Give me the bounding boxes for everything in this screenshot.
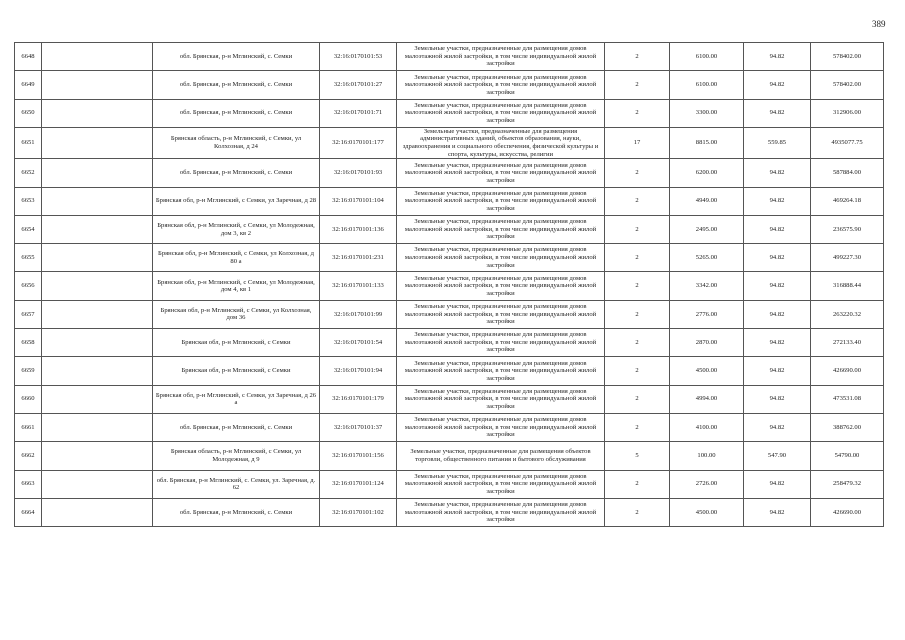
spacer-cell — [42, 442, 153, 470]
address-cell: Брянская обл, р-н Мглинский, с Семки, ул Колхозная, д 80 а — [153, 244, 320, 272]
cadastral-number-cell: 32:16:0170101:27 — [320, 71, 397, 99]
cadastral-number-cell: 32:16:0170101:53 — [320, 43, 397, 71]
land-use-cell: Земельные участки, предназначенные для размещения домов малоэтажной жилой застройки, в том числе индивидуальной жилой застройки — [397, 159, 605, 187]
specific-value-cell: 94.82 — [744, 99, 811, 127]
table-row — [15, 470, 884, 498]
specific-value-cell: 94.82 — [744, 244, 811, 272]
address-cell: Брянская обл, р-н Мглинский, с Семки — [153, 329, 320, 357]
address-cell: Брянская обл, р-н Мглинский, с Семки, ул Молодежная, дом 3, кв 2 — [153, 215, 320, 243]
spacer-cell — [42, 159, 153, 187]
area-cell: 4500.00 — [670, 498, 744, 526]
cadastral-number-cell: 32:16:0170101:177 — [320, 127, 397, 158]
land-use-cell: Земельные участки, предназначенные для размещения домов малоэтажной жилой застройки, в том числе индивидуальной жилой застройки — [397, 99, 605, 127]
address-cell: Брянская обл, р-н Мглинский, с Семки, ул Колхозная, дом 36 — [153, 300, 320, 328]
address-cell: обл. Брянская, р-н Мглинский, с. Семки — [153, 71, 320, 99]
group-number-cell: 2 — [605, 71, 670, 99]
row-number: 6652 — [15, 159, 42, 187]
row-number: 6653 — [15, 187, 42, 215]
row-number: 6661 — [15, 413, 42, 441]
area-cell: 6100.00 — [670, 43, 744, 71]
spacer-cell — [42, 385, 153, 413]
row-number: 6656 — [15, 272, 42, 300]
specific-value-cell: 94.82 — [744, 413, 811, 441]
group-number-cell: 17 — [605, 127, 670, 158]
land-use-cell: Земельные участки, предназначенные для размещения домов малоэтажной жилой застройки, в том числе индивидуальной жилой застройки — [397, 215, 605, 243]
cadastral-number-cell: 32:16:0170101:124 — [320, 470, 397, 498]
row-number: 6649 — [15, 71, 42, 99]
area-cell: 4500.00 — [670, 357, 744, 385]
spacer-cell — [42, 329, 153, 357]
land-use-cell: Земельные участки, предназначенные для размещения домов малоэтажной жилой застройки, в том числе индивидуальной жилой застройки — [397, 300, 605, 328]
cadastral-number-cell: 32:16:0170101:94 — [320, 357, 397, 385]
group-number-cell: 2 — [605, 43, 670, 71]
cadastral-value-table — [14, 42, 884, 527]
table-row — [15, 159, 884, 187]
spacer-cell — [42, 127, 153, 158]
group-number-cell: 2 — [605, 187, 670, 215]
spacer-cell — [42, 99, 153, 127]
land-use-cell: Земельные участки, предназначенные для размещения административных зданий, объектов образования, науки, здравоохранения и социального обеспечения, физической культуры и спорта, культуры, искусства, религии — [397, 127, 605, 158]
row-number: 6658 — [15, 329, 42, 357]
table-row — [15, 187, 884, 215]
land-use-cell: Земельные участки, предназначенные для размещения домов малоэтажной жилой застройки, в том числе индивидуальной жилой застройки — [397, 357, 605, 385]
area-cell: 5265.00 — [670, 244, 744, 272]
land-use-cell: Земельные участки, предназначенные для размещения домов малоэтажной жилой застройки, в том числе индивидуальной жилой застройки — [397, 272, 605, 300]
area-cell: 3342.00 — [670, 272, 744, 300]
table-row — [15, 300, 884, 328]
table-row — [15, 442, 884, 470]
land-use-cell: Земельные участки, предназначенные для размещения домов малоэтажной жилой застройки, в том числе индивидуальной жилой застройки — [397, 498, 605, 526]
land-use-cell: Земельные участки, предназначенные для размещения домов малоэтажной жилой застройки, в том числе индивидуальной жилой застройки — [397, 187, 605, 215]
specific-value-cell: 94.82 — [744, 329, 811, 357]
spacer-cell — [42, 215, 153, 243]
table-row — [15, 71, 884, 99]
table-row — [15, 357, 884, 385]
address-cell: Брянская обл, р-н Мглинский, с Семки, ул Заречная, д 28 — [153, 187, 320, 215]
area-cell: 4994.00 — [670, 385, 744, 413]
spacer-cell — [42, 71, 153, 99]
spacer-cell — [42, 272, 153, 300]
row-number: 6660 — [15, 385, 42, 413]
cadastral-value-cell: 316888.44 — [811, 272, 884, 300]
cadastral-number-cell: 32:16:0170101:37 — [320, 413, 397, 441]
cadastral-number-cell: 32:16:0170101:231 — [320, 244, 397, 272]
row-number: 6664 — [15, 498, 42, 526]
group-number-cell: 2 — [605, 357, 670, 385]
cadastral-value-cell: 426690.00 — [811, 498, 884, 526]
address-cell: Брянская обл, р-н Мглинский, с Семки, ул Заречная, д 26 а — [153, 385, 320, 413]
address-cell: обл. Брянская, р-н Мглинский, с. Семки — [153, 43, 320, 71]
specific-value-cell: 94.82 — [744, 470, 811, 498]
table-row — [15, 244, 884, 272]
specific-value-cell: 94.82 — [744, 187, 811, 215]
table-body — [15, 43, 884, 527]
land-use-cell: Земельные участки, предназначенные для размещения домов малоэтажной жилой застройки, в том числе индивидуальной жилой застройки — [397, 329, 605, 357]
group-number-cell: 2 — [605, 300, 670, 328]
address-cell: обл. Брянская, р-н Мглинский, с. Семки — [153, 498, 320, 526]
cadastral-number-cell: 32:16:0170101:102 — [320, 498, 397, 526]
address-cell: обл. Брянская, р-н Мглинский, с. Семки — [153, 413, 320, 441]
cadastral-value-cell: 469264.18 — [811, 187, 884, 215]
area-cell: 6200.00 — [670, 159, 744, 187]
spacer-cell — [42, 498, 153, 526]
area-cell: 4100.00 — [670, 413, 744, 441]
row-number: 6654 — [15, 215, 42, 243]
address-cell: Брянская обл, р-н Мглинский, с Семки, ул Молодежная, дом 4, кв 1 — [153, 272, 320, 300]
group-number-cell: 2 — [605, 385, 670, 413]
spacer-cell — [42, 357, 153, 385]
cadastral-number-cell: 32:16:0170101:104 — [320, 187, 397, 215]
area-cell: 2726.00 — [670, 470, 744, 498]
group-number-cell: 2 — [605, 272, 670, 300]
table-row — [15, 43, 884, 71]
group-number-cell: 2 — [605, 99, 670, 127]
address-cell: Брянская обл, р-н Мглинский, с Семки — [153, 357, 320, 385]
cadastral-value-cell: 587884.00 — [811, 159, 884, 187]
specific-value-cell: 94.82 — [744, 43, 811, 71]
row-number: 6648 — [15, 43, 42, 71]
cadastral-number-cell: 32:16:0170101:93 — [320, 159, 397, 187]
group-number-cell: 2 — [605, 215, 670, 243]
row-number: 6655 — [15, 244, 42, 272]
area-cell: 2870.00 — [670, 329, 744, 357]
row-number: 6650 — [15, 99, 42, 127]
cadastral-value-cell: 312906.00 — [811, 99, 884, 127]
specific-value-cell: 94.82 — [744, 272, 811, 300]
address-cell: обл. Брянская, р-н Мглинский, с. Семки — [153, 99, 320, 127]
cadastral-number-cell: 32:16:0170101:179 — [320, 385, 397, 413]
land-use-cell: Земельные участки, предназначенные для размещения домов малоэтажной жилой застройки, в том числе индивидуальной жилой застройки — [397, 385, 605, 413]
table-row — [15, 329, 884, 357]
spacer-cell — [42, 470, 153, 498]
group-number-cell: 2 — [605, 498, 670, 526]
specific-value-cell: 94.82 — [744, 215, 811, 243]
spacer-cell — [42, 187, 153, 215]
land-use-cell: Земельные участки, предназначенные для размещения домов малоэтажной жилой застройки, в том числе индивидуальной жилой застройки — [397, 244, 605, 272]
land-use-cell: Земельные участки, предназначенные для размещения домов малоэтажной жилой застройки, в том числе индивидуальной жилой застройки — [397, 470, 605, 498]
row-number: 6662 — [15, 442, 42, 470]
land-use-cell: Земельные участки, предназначенные для размещения объектов торговли, общественного питания и бытового обслуживания — [397, 442, 605, 470]
cadastral-value-cell: 263220.32 — [811, 300, 884, 328]
cadastral-value-cell: 4935077.75 — [811, 127, 884, 158]
land-use-cell: Земельные участки, предназначенные для размещения домов малоэтажной жилой застройки, в том числе индивидуальной жилой застройки — [397, 43, 605, 71]
group-number-cell: 2 — [605, 159, 670, 187]
spacer-cell — [42, 244, 153, 272]
address-cell: Брянская область, р-н Мглинский, с Семки, ул Молодежная, д 9 — [153, 442, 320, 470]
cadastral-number-cell: 32:16:0170101:133 — [320, 272, 397, 300]
cadastral-number-cell: 32:16:0170101:136 — [320, 215, 397, 243]
area-cell: 6100.00 — [670, 71, 744, 99]
specific-value-cell: 559.85 — [744, 127, 811, 158]
group-number-cell: 2 — [605, 470, 670, 498]
specific-value-cell: 94.82 — [744, 71, 811, 99]
cadastral-number-cell: 32:16:0170101:71 — [320, 99, 397, 127]
address-cell: Брянская область, р-н Мглинский, с Семки, ул Колхозная, д 24 — [153, 127, 320, 158]
table-row — [15, 498, 884, 526]
group-number-cell: 5 — [605, 442, 670, 470]
row-number: 6657 — [15, 300, 42, 328]
group-number-cell: 2 — [605, 244, 670, 272]
cadastral-number-cell: 32:16:0170101:99 — [320, 300, 397, 328]
row-number: 6663 — [15, 470, 42, 498]
spacer-cell — [42, 413, 153, 441]
specific-value-cell: 94.82 — [744, 357, 811, 385]
specific-value-cell: 94.82 — [744, 498, 811, 526]
specific-value-cell: 94.82 — [744, 300, 811, 328]
land-use-cell: Земельные участки, предназначенные для размещения домов малоэтажной жилой застройки, в том числе индивидуальной жилой застройки — [397, 71, 605, 99]
group-number-cell: 2 — [605, 329, 670, 357]
table-row — [15, 127, 884, 158]
table-row — [15, 99, 884, 127]
cadastral-value-cell: 473531.08 — [811, 385, 884, 413]
cadastral-value-cell: 578402.00 — [811, 71, 884, 99]
address-cell: обл. Брянская, р-н Мглинский, с. Семки — [153, 159, 320, 187]
table-row — [15, 413, 884, 441]
spacer-cell — [42, 43, 153, 71]
area-cell: 2495.00 — [670, 215, 744, 243]
area-cell: 4949.00 — [670, 187, 744, 215]
cadastral-value-cell: 388762.00 — [811, 413, 884, 441]
cadastral-value-cell: 258479.32 — [811, 470, 884, 498]
cadastral-value-cell: 578402.00 — [811, 43, 884, 71]
area-cell: 2776.00 — [670, 300, 744, 328]
cadastral-value-cell: 426690.00 — [811, 357, 884, 385]
page-number: 389 — [872, 19, 886, 29]
row-number: 6651 — [15, 127, 42, 158]
land-use-cell: Земельные участки, предназначенные для размещения домов малоэтажной жилой застройки, в том числе индивидуальной жилой застройки — [397, 413, 605, 441]
area-cell: 100.00 — [670, 442, 744, 470]
address-cell: обл. Брянская, р-н Мглинский, с. Семки, ул. Заречная, д. 62 — [153, 470, 320, 498]
cadastral-number-cell: 32:16:0170101:156 — [320, 442, 397, 470]
specific-value-cell: 94.82 — [744, 159, 811, 187]
cadastral-value-cell: 272133.40 — [811, 329, 884, 357]
specific-value-cell: 547.90 — [744, 442, 811, 470]
cadastral-value-cell: 499227.30 — [811, 244, 884, 272]
table-row — [15, 272, 884, 300]
cadastral-number-cell: 32:16:0170101:54 — [320, 329, 397, 357]
table-row — [15, 385, 884, 413]
area-cell: 8815.00 — [670, 127, 744, 158]
spacer-cell — [42, 300, 153, 328]
row-number: 6659 — [15, 357, 42, 385]
cadastral-value-cell: 54790.00 — [811, 442, 884, 470]
cadastral-value-cell: 236575.90 — [811, 215, 884, 243]
area-cell: 3300.00 — [670, 99, 744, 127]
table-row — [15, 215, 884, 243]
group-number-cell: 2 — [605, 413, 670, 441]
specific-value-cell: 94.82 — [744, 385, 811, 413]
